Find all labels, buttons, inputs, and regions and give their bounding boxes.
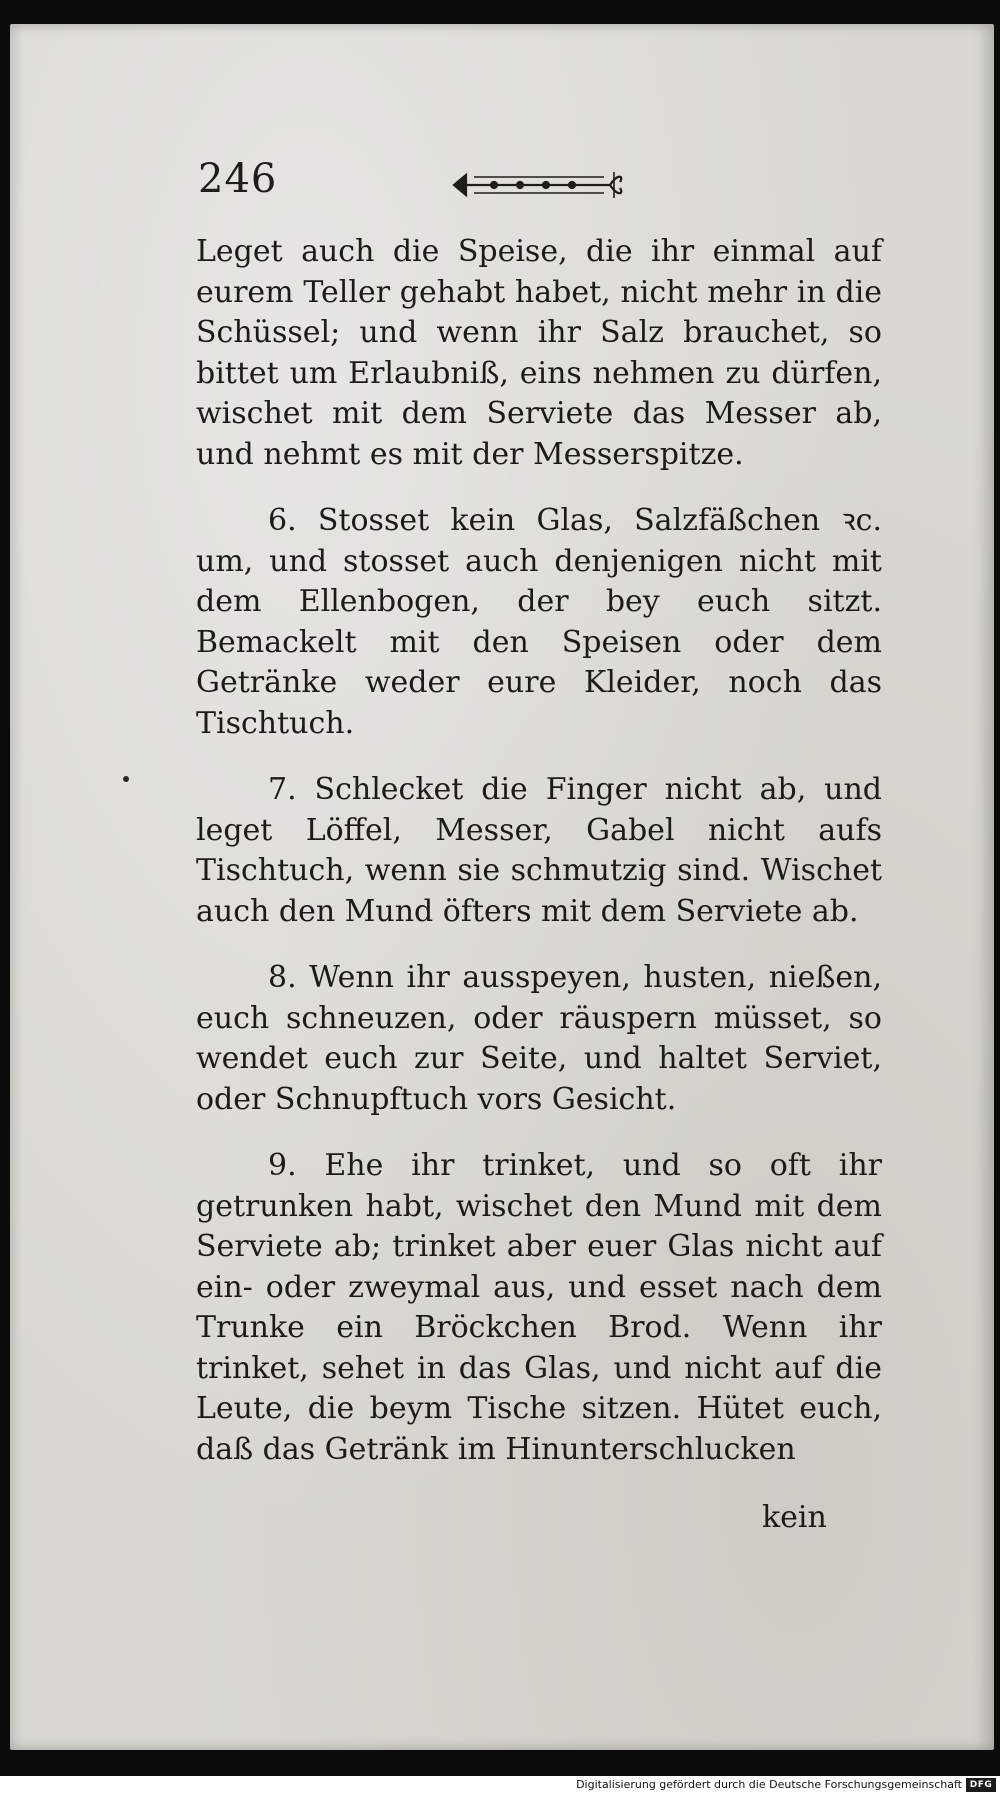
book-page: [10, 24, 994, 1750]
catchword: kein: [762, 1500, 827, 1535]
dfg-logo: DFG: [966, 1778, 996, 1792]
paragraph-rule-8: 8. Wenn ihr ausspeyen, husten, nießen, euch schneuzen, oder räuspern müsset, so wendet euch zur Seite, und haltet Serviet, oder Schnupftuch vors Gesicht.: [196, 960, 882, 1117]
paragraph-rule-6: 6. Stosset kein Glas, Salzfäßchen ꝛc. um, und stosset auch denjenigen nicht mit dem Ellenbogen, der bey euch sitzt. Bemackelt mit den Speisen oder dem Getränke weder eure Kleider, noch das Tischtuch.: [196, 503, 882, 741]
paragraph-continued: Leget auch die Speise, die ihr einmal auf eurem Teller gehabt habet, nicht mehr in die Schüssel; und wenn ihr Salz brauchet, so bittet um Erlaubniß, eins nehmen zu dürfen, wischet mit dem Serviete das Messer ab, und nehmt es mit der Messerspitze.: [196, 234, 882, 472]
margin-mark: [123, 776, 129, 782]
page-header: [198, 156, 698, 216]
paragraph-rule-7: 7. Schlecket die Finger nicht ab, und leget Löffel, Messer, Gabel nicht aufs Tischtuch, wenn sie schmutzig sind. Wischet auch den Mund öfters mit dem Serviete ab.: [196, 772, 882, 929]
header-ornament-icon: [448, 168, 628, 202]
paragraph-rule-9: 9. Ehe ihr trinket, und so oft ihr getrunken habt, wischet den Mund mit dem Serviete ab; trinket aber euer Glas nicht auf ein- oder zweymal aus, und esset nach dem Trunke ein Bröckchen Brod. Wenn ihr trinket, sehet in das Glas, und nicht auf die Leute, die beym Tische sitzen. Hütet euch, daß das Getränk im Hinunterschlucken: [196, 1148, 882, 1467]
funding-credit: Digitalisierung gefördert durch die Deutsche Forschungsgemeinschaft: [576, 1778, 962, 1791]
page-number: 246: [198, 156, 278, 202]
body-text: [196, 232, 882, 1470]
